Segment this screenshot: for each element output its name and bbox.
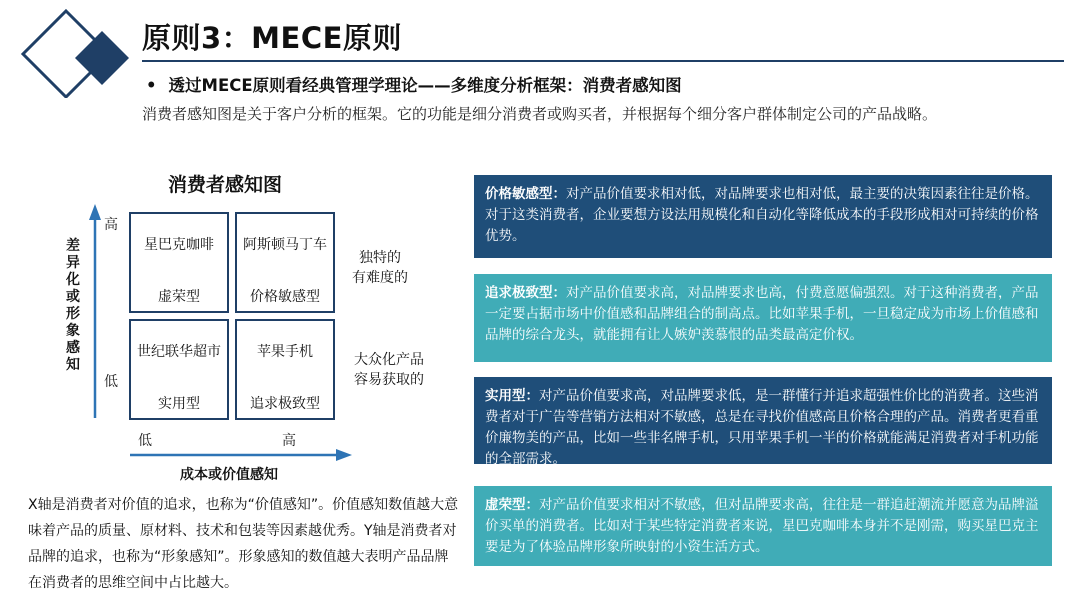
quadrant-type: 虚荣型 [158, 289, 200, 305]
diagram-title: 消费者感知图 [168, 174, 283, 196]
quadrant-type: 价格敏感型 [250, 289, 320, 305]
card-practical [474, 377, 1052, 467]
card-heading: 价格敏感型： [485, 186, 566, 202]
card-heading: 虚荣型： [485, 497, 539, 513]
page-title: 原则3：MECE原则 [142, 21, 402, 55]
card-price-sensitive [474, 175, 1052, 258]
quadrant-type: 追求极致型 [250, 396, 320, 412]
y-axis-high: 高 [104, 217, 118, 233]
quadrant-example: 世纪联华超市 [137, 344, 221, 360]
quadrant-vanity [129, 212, 229, 313]
quadrant-ultimate [235, 319, 335, 420]
card-text: 对产品价值要求相对低，对品牌要求也相对低，最主要的决策因素往往是价格。对于这类消费者，企业要想方设法用规模化和自动化等降低成本的手段形成相对可持续的价格优势。 [485, 186, 1039, 244]
y-axis-label: 差异化或形象感知 [66, 238, 80, 373]
x-axis-label: 成本或价值感知 [180, 467, 278, 483]
card-text: 对产品价值要求高，对品牌要求也高，付费意愿偏强烈。对于这种消费者，产品一定要占据市场中价值感和品牌组合的制高点。比如苹果手机，一旦稳定成为市场上价值感和品牌的综合龙头，就能拥有让人嫉妒羡慕恨的品类最高定价权。 [485, 285, 1039, 343]
quadrant-example: 苹果手机 [257, 344, 313, 360]
quadrant-example: 阿斯顿马丁车 [243, 237, 327, 253]
quadrant-price-sensitive [235, 212, 335, 313]
card-heading: 追求极致型： [485, 285, 566, 301]
card-ultimate [474, 274, 1052, 362]
x-axis-low: 低 [138, 433, 152, 449]
section-heading-text: 透过MECE原则看经典管理学理论——多维度分析框架：消费者感知图 [168, 76, 682, 95]
side-note-unique [352, 248, 408, 288]
quadrant-type: 实用型 [158, 396, 200, 412]
bullet-icon: • [146, 76, 157, 95]
intro-paragraph: 消费者感知图是关于客户分析的框架。它的功能是细分消费者或购买者，并根据每个细分客户群体制定公司的产品战略。 [142, 105, 938, 123]
card-text: 对产品价值要求高，对品牌要求低，是一群懂行并追求超强性价比的消费者。这些消费者对于广告等营销方法相对不敏感，总是在寻找价值感高且价格合理的产品。消费者更看重价廉物美的产品，比如一些非名牌手机，只用苹果手机一半的价格就能满足消费者对手机功能的全部需求。 [485, 388, 1039, 467]
side-note-line: 有难度的 [352, 270, 408, 286]
quadrant-example: 星巴克咖啡 [144, 237, 214, 253]
axis-description: X轴是消费者对价值的追求，也称为“价值感知”。价值感知数值越大意味着产品的质量、原材料、技术和包装等因素越优秀。Y轴是消费者对品牌的追求，也称为“形象感知”。形象感知的数值越大表明产品品牌在消费者的思维空间中占比越大。 [28, 497, 459, 591]
side-note-mass [354, 350, 424, 390]
y-axis-low: 低 [104, 374, 118, 390]
side-note-line: 容易获取的 [354, 372, 424, 388]
quadrant-practical [129, 319, 229, 420]
card-text: 对产品价值要求相对不敏感，但对品牌要求高，往往是一群追赶潮流并愿意为品牌溢价买单的消费者。比如对于某些特定消费者来说，星巴克咖啡本身并不是刚需，购买星巴克主要是为了体验品牌形象所映射的小资生活方式。 [485, 497, 1039, 555]
side-note-line: 大众化产品 [354, 352, 424, 368]
x-axis-high: 高 [282, 433, 296, 449]
card-vanity [474, 486, 1052, 566]
card-heading: 实用型： [485, 388, 539, 404]
side-note-line: 独特的 [359, 250, 401, 266]
